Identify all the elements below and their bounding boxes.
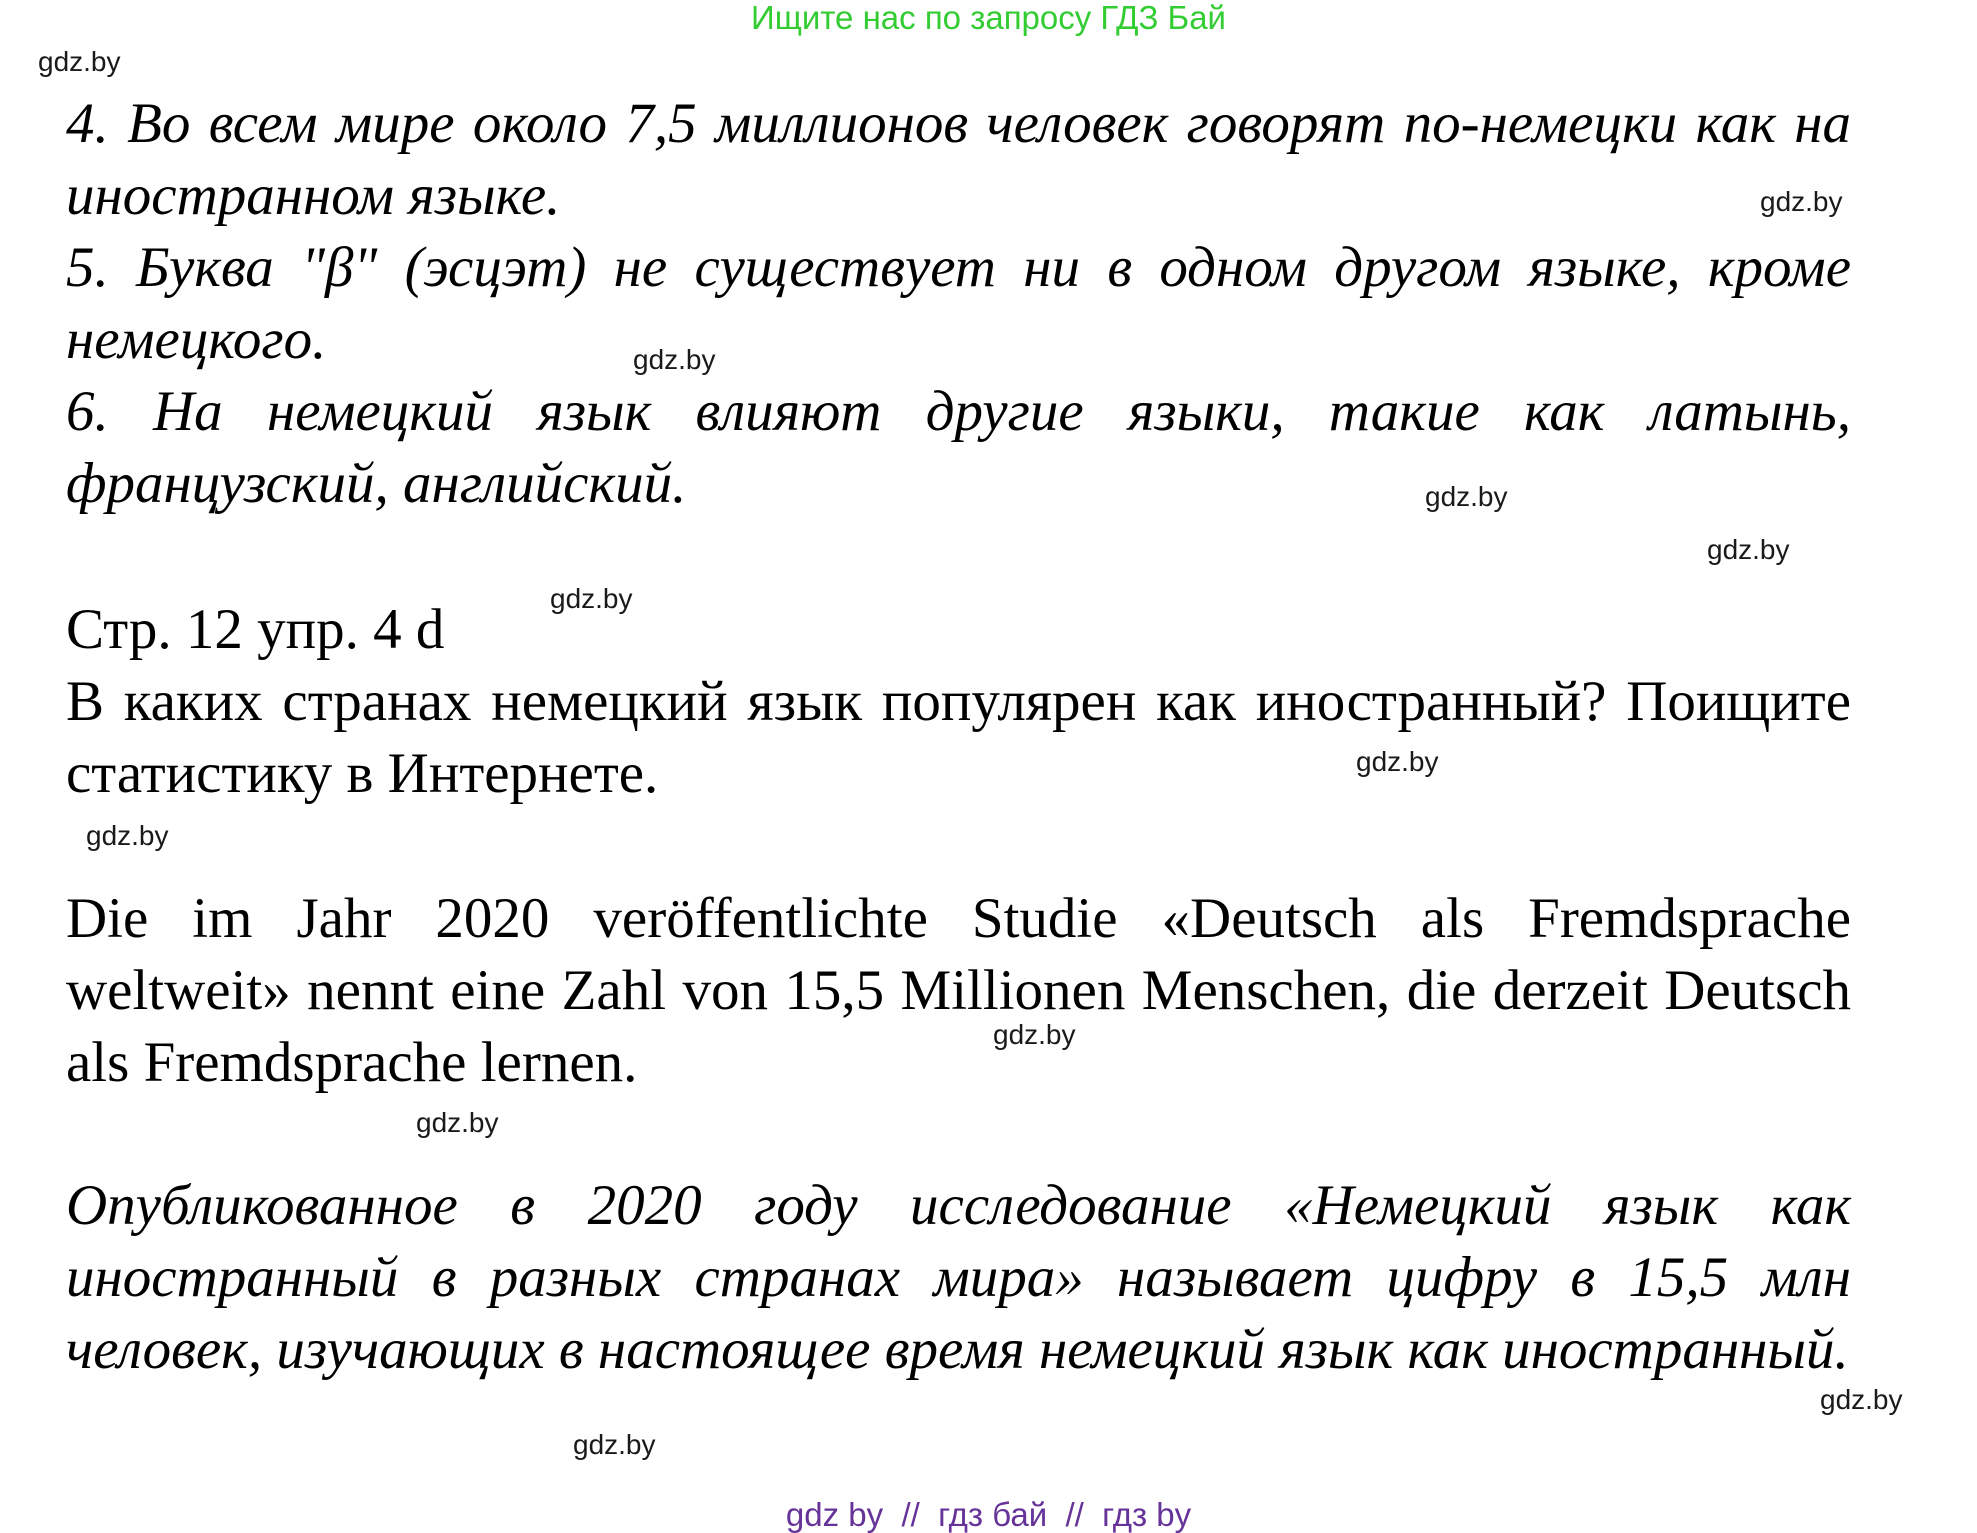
watermark: gdz.by [1425, 481, 1508, 512]
watermark: gdz.by [86, 820, 169, 851]
watermark: gdz.by [633, 344, 716, 375]
watermark: gdz.by [993, 1019, 1076, 1050]
watermark: gdz.by [1707, 534, 1790, 565]
exercise-question: В каких странах немецкий язык популярен как иностранный? Поищите статистику в Интернете. [66, 670, 1851, 805]
watermark: gdz.by [1356, 746, 1439, 777]
search-banner: Ищите нас по запросу ГДЗ Бай [751, 0, 1226, 36]
item-5: 5. Буква "β" (эсцэт) не существует ни в одном другом языке, кроме немецкого. [66, 236, 1851, 371]
exercise-heading: Стр. 12 упр. 4 d [66, 598, 445, 661]
watermark: gdz.by [38, 46, 121, 77]
item-6: 6. На немецкий язык влияют другие языки, такие как латынь, французский, английский. [66, 380, 1851, 515]
watermark: gdz.by [1760, 186, 1843, 217]
watermark: gdz.by [1820, 1384, 1903, 1415]
watermark: gdz.by [573, 1429, 656, 1460]
watermark: gdz.by [416, 1107, 499, 1138]
watermark: gdz.by [550, 583, 633, 614]
answer-german: Die im Jahr 2020 veröffentlichte Studie «Deutsch als Fremdsprache weltweit» nennt eine Zahl von 15,5 Millionen Menschen, die derzeit Deutsch als Fremdsprache lernen. [66, 887, 1851, 1094]
answer-russian: Опубликованное в 2020 году исследование «Немецкий язык как иностранный в разных странах мира» называет цифру в 15,5 млн человек, изучающих в настоящее время немецкий язык как иностранный. [66, 1174, 1851, 1381]
footer-links: gdz by // гдз бай // гдз by [785, 1496, 1192, 1533]
item-4: 4. Во всем мире около 7,5 миллионов человек говорят по-немецки как на иностранном языке. [66, 92, 1851, 227]
